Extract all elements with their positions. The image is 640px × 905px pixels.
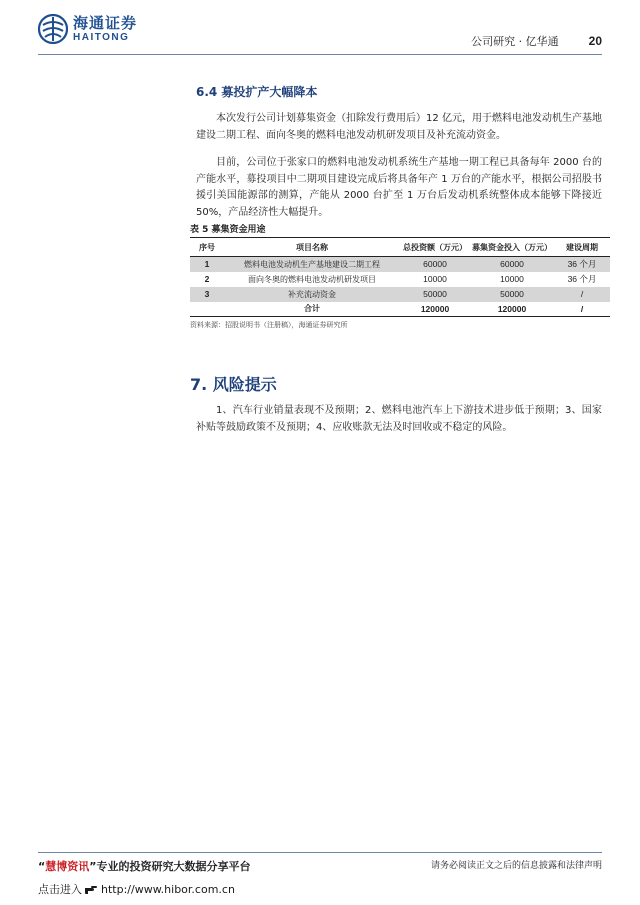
logo-english-name: HAITONG xyxy=(73,31,130,43)
table-source-note: 资料来源：招股说明书（注册稿），海通证券研究所 xyxy=(190,321,348,329)
paragraph-fundraising: 本次发行公司计划募集资金（扣除发行费用后）12 亿元，用于燃料电池发动机生产基地建设二期工程、面向冬奥的燃料电池发动机研发项目及补充流动资金。 xyxy=(196,113,602,141)
table-cell: 燃料电池发动机生产基地建设二期工程 xyxy=(224,257,400,272)
haitong-logo-icon xyxy=(38,14,68,44)
footer-divider xyxy=(38,852,602,853)
promo-banner xyxy=(38,858,250,874)
table-cell: 120000 xyxy=(470,302,554,317)
page-number: 20 xyxy=(588,34,602,48)
table-cell xyxy=(190,302,224,317)
legal-disclaimer: 请务必阅读正文之后的信息披露和法律声明 xyxy=(430,861,602,871)
link-url[interactable]: http://www.hibor.com.cn xyxy=(101,882,235,896)
table-header-cell: 序号 xyxy=(190,238,224,257)
table-cell: 50000 xyxy=(400,287,470,302)
promo-quote-open: “ xyxy=(38,860,46,873)
promo-quote-close: ” xyxy=(89,860,97,873)
page-header xyxy=(38,14,602,54)
promo-brand: 慧博资讯 xyxy=(45,860,90,873)
table-cell: 1 xyxy=(190,257,224,272)
table-caption: 表 5 募集资金用途 xyxy=(190,225,266,235)
table-cell: 3 xyxy=(190,287,224,302)
table-header-cell: 建设周期 xyxy=(554,238,610,257)
table-cell: 10000 xyxy=(423,274,447,284)
section-heading-7: 7. 风险提示 xyxy=(190,375,277,394)
table-cell: 面向冬奥的燃料电池发动机研发项目 xyxy=(248,274,376,284)
table-row xyxy=(190,257,610,272)
header-divider xyxy=(38,54,602,55)
pointing-hand-icon xyxy=(84,883,98,895)
table-header-cell: 募集资金投入（万元） xyxy=(470,238,554,257)
table-cell: 10000 xyxy=(500,274,524,284)
table-header-row xyxy=(190,238,610,257)
report-title: 公司研究 · 亿华通 xyxy=(471,35,559,48)
hibor-link[interactable] xyxy=(38,881,235,897)
table-cell: 2 xyxy=(204,274,210,284)
table-header-cell: 项目名称 xyxy=(224,238,400,257)
table-cell: / xyxy=(554,302,610,317)
table-header-cell: 总投资额（万元） xyxy=(400,238,470,257)
table-cell: 36 个月 xyxy=(554,257,610,272)
table-cell: 120000 xyxy=(400,302,470,317)
paragraph-risks: 1、汽车行业销量表现不及预期；2、燃料电池汽车上下游技术进步低于预期；3、国家补贴等鼓励政策不及预期；4、应收账款无法及时回收或不稳定的风险。 xyxy=(196,405,602,433)
table-cell: 36 个月 xyxy=(567,274,597,284)
logo-chinese-name: 海通证券 xyxy=(73,13,138,32)
table-cell: 补充流动资金 xyxy=(224,287,400,302)
table-row xyxy=(190,272,610,287)
promo-text: 专业的投资研究大数据分享平台 xyxy=(96,860,251,873)
table-cell: 合计 xyxy=(224,302,400,317)
table-cell: / xyxy=(554,287,610,302)
paragraph-capacity: 目前，公司位于张家口的燃料电池发动机系统生产基地一期工程已具备每年 2000 台的产能水平，募投项目中二期项目建设完成后将具备年产 1 万台的产能水平，根据公司招股书援引美国能源部的测算，产能从 2000 台扩至 1 万台后发动机系统整体成本能够下降接近 50%，产品经济性大幅提升。 xyxy=(196,157,602,218)
link-prefix: 点击进入 xyxy=(38,883,82,896)
company-logo xyxy=(38,14,137,44)
table-row xyxy=(190,287,610,302)
table-cell: 60000 xyxy=(470,257,554,272)
fund-usage-table xyxy=(190,237,610,317)
table-cell: 60000 xyxy=(400,257,470,272)
table-cell: 50000 xyxy=(470,287,554,302)
table-total-row xyxy=(190,302,610,317)
section-heading-6-4: 6.4 募投扩产大幅降本 xyxy=(196,85,318,99)
